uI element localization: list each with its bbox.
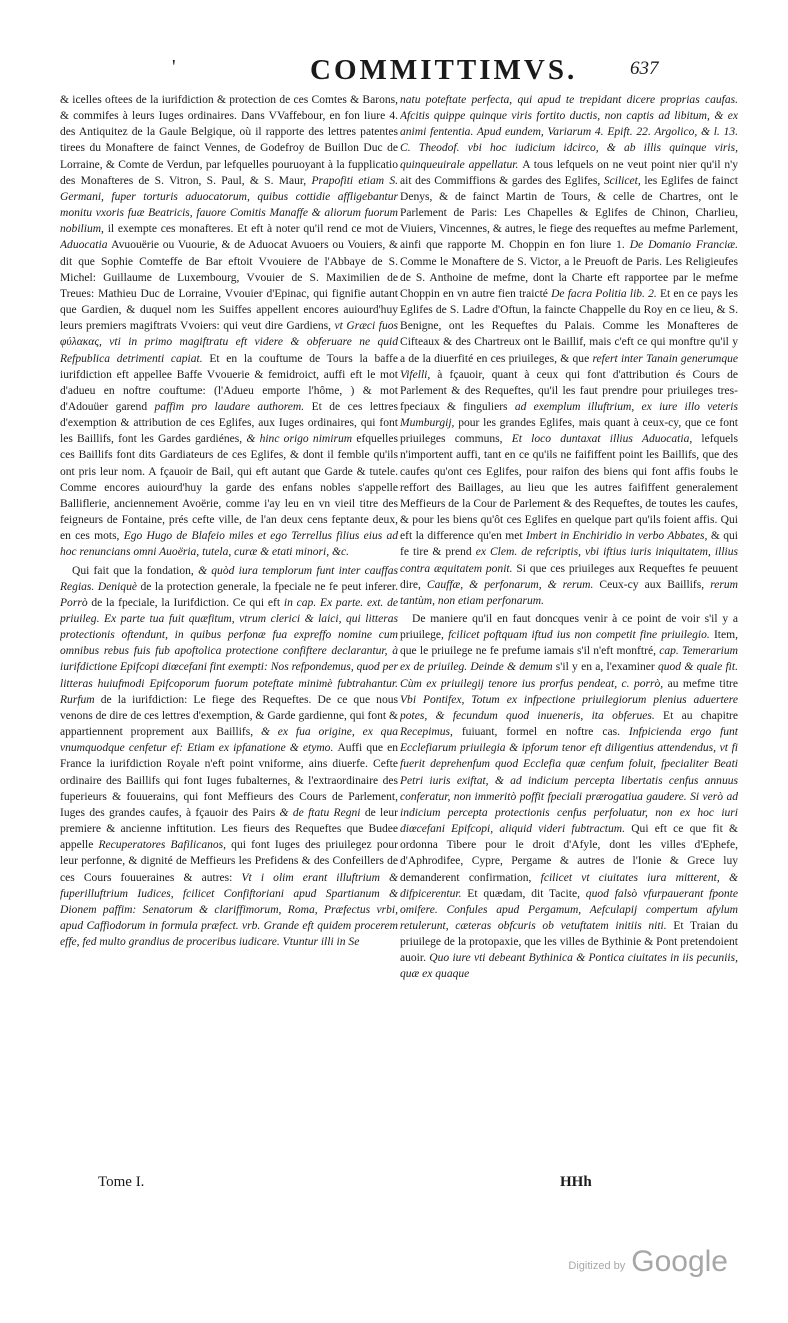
latin-term: Aduocatia [60, 239, 112, 252]
latin-quote: ex Clem. de refcriptis, vbi iftius iuris iniquitatem, illius contra æquitatem ponit. [400, 546, 738, 575]
latin-quote: Prapofiti etiam S. Germani, fuper torturis aduocatorum, quibus cottidie affligebantur monitu vxoris fuæ Beatricis, fauore Comitis Manaffe & aliorum fuorum nobilium, [60, 174, 398, 236]
text-run: Et en ce pays les Eglifes de S. Ladre d'Oftun, la faincte Chappelle du Roy en ce lieu, & S. Benigne, ont les Requeftes du Palais. Comme les Monafteres de Cifteaux & des Chartreux ont le Baillif, mais c'eft ce qui monftre qu'il y a de la diuerfité en ces priuileges, & que [400, 287, 738, 365]
text-run: Item, que le priuilege ne fe prefume iamais s'il n'eft monftré, [400, 629, 738, 658]
latin-term: De facra Politia lib. 2. [551, 287, 660, 300]
text-run: s'il y en a, l'examiner [555, 661, 658, 674]
text-run: Ceux-cy aux Baillifs, [599, 578, 711, 591]
latin-term: & de ftatu Regni [279, 806, 365, 819]
page-footer [60, 1174, 700, 1200]
text-run: de la protection generale, la fpeciale ne fe peut inferer. [140, 580, 398, 593]
text-run: Et au chapitre [663, 709, 738, 722]
text-run: Et quædam, dit Tacite, [467, 887, 586, 900]
latin-quote: Ego Hugo de Blafeio miles et ego Terrellus filius eius ad hoc renuncians omni Auoëria, tutela, curæ & etati minori, &c. [60, 530, 398, 559]
latin-quote: & ex fua origine, ex qua vnumquodque cenfetur ef: Etiam ex ipfanatione & etymo. [60, 726, 398, 755]
text-run: Et Traian du priuilege de la protopaxie, que les villes de Bythinie & Pont pretendoient auoir. [400, 919, 738, 965]
latin-term: rerum tantùm, non etiam perfonarum. [400, 578, 738, 607]
latin-term: Imbert in Enchiridio in verbo Abbates, [526, 530, 711, 543]
latin-term: paffim pro laudare authorem. [154, 400, 312, 413]
latin-quote: Quo iure vti debeant Bythinica & Pontica ciuitates in iis pecuniis, quæ ex quaque [400, 952, 738, 981]
google-logo: Google [631, 1245, 728, 1278]
latin-term: Porrò [60, 596, 92, 609]
latin-quote: Infpicienda ergo funt Ecclefiarum priuilegia & ipforum tenor eft diligentius attendendus, vt fi fuerit deprehenfum quod Ecclefia quæ cenfum foluit, fpecialiter Beati Petri iuris exiftat, & ad indicium percepta libertatis cenfus annuus conferatur, non immeritò poffit fpeciali prærogatiua gaudere. Si verò ad indicium percepta protectionis cenfus perfoluatur, non ex hoc iuri diœcefani Epifcopi, aliquid videri fubtractum. [400, 726, 738, 836]
page-title: COMMITTIMVS. [310, 54, 578, 86]
text-run: qui font Iuges des priuilegez pour leur perfonne, & dignité de Meffieurs les Prefidens & des Confeillers de ces Cours fouueraines & autres: [60, 839, 398, 884]
latin-quote: in cap. Ex parte. ext. de priuileg. Ex parte tua fuit quæfitum, vtrum clerici & laici, qui litteras protectionis oftendunt, in quibus perfonæ fua expreffo nomine cum omnibus rebus fuis fub apoftolica protectione confiftere declarantur, à iurifdictione Epifcopi diœcefani fint exempti: Nos refpondemus, quod per litteras huiufmodi Epifcoporum fuorum poteftate minimè fubtrahantur. [60, 596, 398, 690]
latin-quote: quod & quale fit. Cùm ex priuilegij tenore ius prorfus pendeat, c. porrò, [400, 661, 738, 690]
text-run: Et de ces lettres d'exemption & attribution de ces Eglifes, aux Iuges ordinaires, qui font les Baillifs, font les Gardes gardiénes, [60, 400, 398, 446]
paragraph [400, 611, 738, 983]
text-run: de leur premiere & ancienne inftitution. Les fieurs des Requeftes que Budee appelle [60, 806, 398, 852]
paragraph [60, 92, 398, 561]
latin-quote: Vt i olim erant illuftrium & fuperilluftrium Iudices, fcilicet Confiftoriani apud Spartianum & Dionem paffim: Senatorum & clariffimorum, Roma, Præfectus vrbi, apud Caffiodorum in formula præfect. vrb. Grande eft quidem procerem effe, fed multo grandius de proceribus iudicare. Vtuntur illi in Se [60, 871, 398, 949]
text-run: Auffi que en France la iurifdiction Royale n'eft point vniforme, ains diuerfe. Cefte ordinaire des Baillifs qui font Iuges fubalternes, & l'extraordinaire des fuperieurs & fouuerains, qui font Meffieurs des Cours de Parlement, Iuges des grandes caufes, à fçauoir des Pairs [60, 742, 398, 819]
text-run: au mefme titre [667, 677, 738, 690]
paragraph [400, 92, 738, 609]
latin-quote: natu poteftate perfecta, qui apud te trepidant dicere proprias caufas. Afcitis quippe quinque viris fortito ductis, non captis ad libitum, & ex animi fententia. Apud eundem, Variarum 4. Epift. 22. Argolico, & l. 13. C. Theodof. vbi hoc iudicium idcirco, & ab illis quinque viris, quinqueuirale appellatur. [400, 94, 738, 171]
text-run: de la fpeciale, la Iurifdiction. Ce qui eft [91, 596, 284, 609]
latin-term: Scilicet, [603, 174, 645, 187]
text-run: Avuouërie ou Vuourie, & de Aduocat Avuoers ou Vouiers, & dit que Sophie Comteffe de Bar eftoit Vvouiere de l'Abbaye de S. Michel: Guillaume de Luxembourg, Vvouier de S. Maximilien de Treues: Mathieu Duc de Lorraine, Vvouier d'Epinac, qui fignifie autant que Gardien, & duquel nom les Suiffes appellent encores auiourd'huy leurs premiers magiftrats Vvoiers: qui veut dire Gardiens, [60, 239, 398, 333]
watermark-prefix: Digitized by [568, 1260, 626, 1272]
latin-term: De Domanio Franciæ. [629, 239, 738, 252]
text-run: il exempte ces monafteres. Et eft à noter qu'il rend ce mot de [107, 223, 398, 236]
text-run: Qui eft ce que fit & ordonna Tibere pour le droit d'Afyle, dont les villes d'Ephefe, d'Aphrodifee, Cypre, Pergame & autres de l'Ionie & Grece luy demanderent confirmation, [400, 823, 738, 884]
latin-term: Rurfum [60, 693, 101, 706]
latin-term: Recepimus, [400, 726, 462, 739]
right-column [400, 92, 738, 1172]
latin-quote: Vbi Pontifex, Totum ex infpectione priuilegiorum plenius aduertere potes, & fecundum quod inueneris, ita obferues. [400, 693, 738, 722]
latin-quote: quod falsò vfurpauerant fponte omifere. Confules apud Pergamum, Aefculapij compertum afylum retulerunt, cæteras obfcuris ob vetuftatem initiis niti. [400, 887, 738, 932]
text-run: A tous lefquels on ne veut point nier qu'il n'y ait des Commiffions & gardes des Eglifes, [400, 158, 738, 187]
text-run: Si que ces priuileges aux Requeftes fe peuuent dire, [400, 562, 738, 591]
text-run: & icelles oftees de la iurifdiction & protection de ces Comtes & Barons, & commifes à leurs Iuges ordinaires. Dans VVaffebour, en fon liure 4. des Antiquitez de la Gaule Belgique, où il rapporte des lettres patentes tirees du Monaftere de fainct Vennes, de Godefroy de Buillon Duc de Lorraine, & Comte de Verdun, par lefquelles pouruoyant à la fupplicatio des Monafteres de S. Vitron, S. Paul, & S. Maur, [60, 94, 398, 187]
text-run: les Eglifes de fainct Denys, & de fainct Martin de Tours, & celle de Chartres, ont le Parlement de Paris: Les Chapelles & Eglifes de Chinon, Charlieu, Viuiers, Vincennes, & autres, le fiege des requeftes au mefme Parlement, ainfi que rapporte M. Choppin en fon liure 1. [400, 174, 738, 252]
latin-quote: fcilicet vt ciuitates iura mitterent, & difpicerentur. [400, 871, 738, 900]
text-run: Comme le Monaftere de S. Victor, a le Preuoft de Paris. Les Religieufes de S. Anthoine de mefme, dont la Charte eft rapportee par le mefme Choppin en vn autre fien traicté [400, 255, 738, 300]
page-number: 637 [630, 58, 659, 79]
text-run: fuiuant, formel en noftre cas. [461, 726, 629, 739]
latin-term: Et loco duntaxat illius Aduocatia, [511, 433, 702, 446]
text-run: Et en la couftume de Tours la baffe iurifdiction eft appellee Baffe Vvouerie & femidroict, auffi eft le mot d'adueu en noftre couftume: (l'Adueu emporte l'hôme, ) & mot d'Adouüer garend [60, 352, 398, 413]
latin-term: refert inter Tanain generumque Vifelli, [400, 352, 738, 381]
latin-term: cap. Temerarium ex de priuileg. Deinde & demum [400, 645, 738, 674]
latin-term: ad exemplum illuftrium, ex iure illo veteris Mumburgij, [400, 400, 738, 430]
text-run: De maniere qu'il en faut doncques venir à ce point de voir s'il y a priuilege, [400, 613, 738, 642]
latin-term: Recuperatores Bafilicanos, [98, 839, 232, 852]
latin-quote: fcilicet poftquam iftud ius non competit fine priuilegio. [448, 629, 714, 642]
latin-quote: & quòd iura templorum funt inter cauffas Regias. Deniquè [60, 564, 398, 593]
text-run: efquelles ces Baillifs font dits Gardiateurs de ces Eglifes, & dont il femble qu'ils ont pris leur nom. A fçauoir de Bail, qui eft autant que Garde & tutele. Comme encores auiourd'huy la garde des enfans nobles s'appelle Balliflerie, anciennement Avoërie, comme i'ay leu en vn vieil titre des feigneurs de Fontaine, prés cefte ville, de l'an deux cens feptante deux, en ces mots, [60, 433, 398, 543]
digitizer-watermark [568, 1239, 728, 1279]
paragraph [60, 563, 398, 951]
text-run: & qui fe tire & prend [400, 530, 738, 559]
latin-term: & hinc origo nimirum [246, 433, 357, 446]
running-header [60, 54, 760, 88]
volume-label: Tome I. [98, 1174, 145, 1190]
left-column [60, 92, 398, 1172]
latin-term: Cauffæ, & perfonarum, & rerum. [426, 578, 600, 591]
text-run: pour les grandes Eglifes, mais quant à ceux-cy, que ce font priuileges communs, [400, 417, 738, 446]
text-run: lefquels n'importent auffi, tant en ce qu'ils ne faififfent point les Baillifs, que des caufes qu'ont ces Eglifes, pour raifon des biens qui font affis foubs le reffort des Baillages, au lieu que les autres faififfent generalement Meffieurs de la Cour de Parlement & des Requeftes, de toutes les caufes, & pour les biens qu'ôt ces Eglifes en quelque part qu'ils foient affis. Qui eft la difference qu'en met [400, 433, 738, 543]
text-run: de la iurifdiction: Le fiege des Requeftes. De ce que nous venons de dire de ces lettres d'exemption, & Garde gardienne, qui font & appartiennent proprement aux Baillifs, [60, 693, 398, 739]
latin-quote: vt Græci fuos φύλακας, vti in primo magiftratu eft videre & obferuare ne quid Refpublica detrimenti capiat. [60, 320, 398, 365]
header-mark: ' [172, 56, 176, 78]
signature-mark: HHh [560, 1174, 592, 1190]
text-run: Qui fait que la fondation, [72, 564, 199, 577]
text-run: à fçauoir, quant à ceux qui font d'attribution és Cours de Parlement & des Requeftes, qu'il les faut prendre pour priuileges tres-fpeciaux & finguliers [400, 368, 738, 413]
